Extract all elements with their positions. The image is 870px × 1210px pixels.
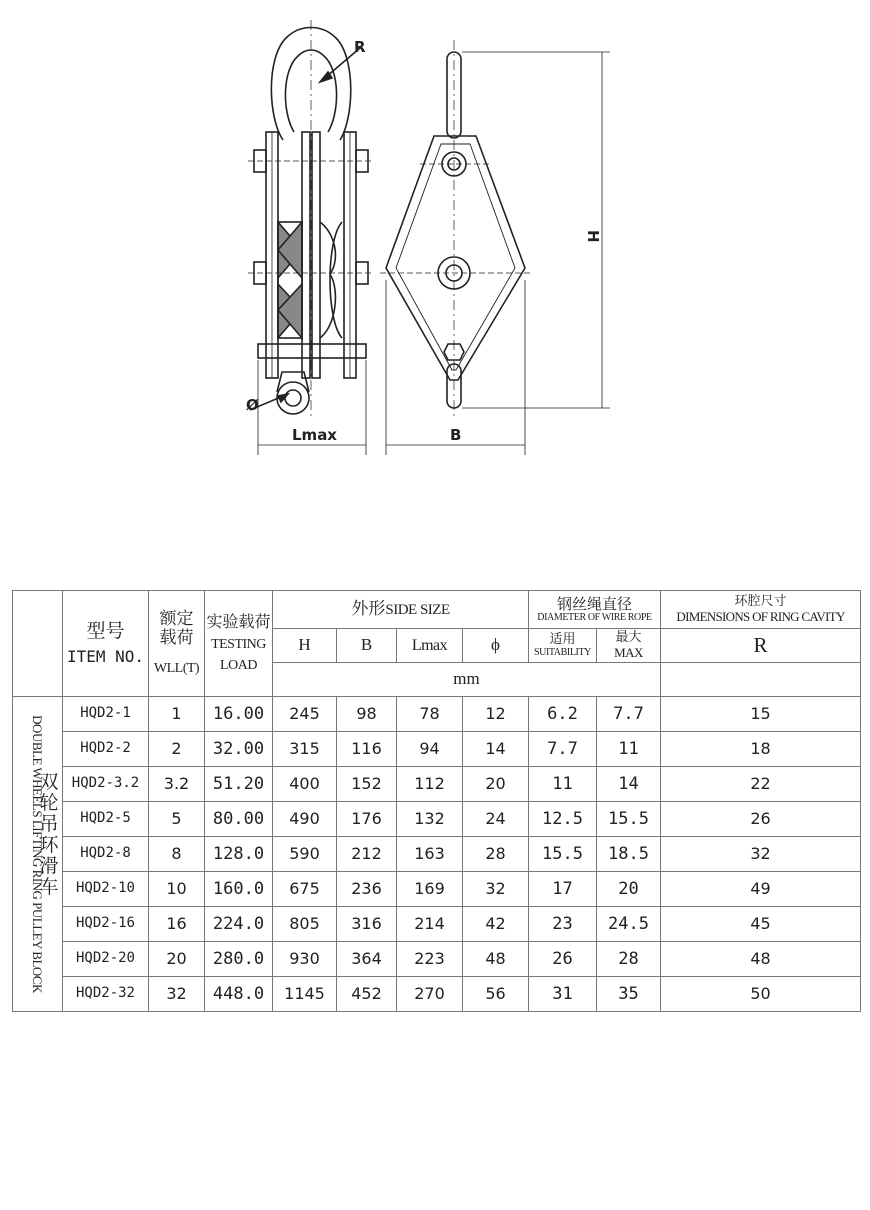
header-suit-cn: 适用	[549, 631, 576, 647]
cell-h: 490	[273, 802, 337, 837]
cell-test: 32.00	[205, 732, 273, 767]
pulley-technical-drawing	[0, 0, 870, 470]
spec-table-container	[12, 590, 860, 1012]
cell-r: 15	[661, 697, 861, 732]
table-row	[13, 942, 861, 977]
cell-test: 51.20	[205, 767, 273, 802]
header-row-1	[13, 591, 861, 629]
cell-lmax: 214	[397, 907, 463, 942]
cell-item: HQD2-3.2	[63, 767, 149, 802]
cell-lmax: 169	[397, 872, 463, 907]
cell-phi: 14	[463, 732, 529, 767]
header-max-cn: 最大	[615, 630, 642, 646]
cell-test: 448.0	[205, 977, 273, 1012]
cell-h: 590	[273, 837, 337, 872]
cell-lmax: 94	[397, 732, 463, 767]
cell-max: 15.5	[597, 802, 661, 837]
cell-phi: 28	[463, 837, 529, 872]
header-suitability	[529, 629, 597, 663]
table-row	[13, 767, 861, 802]
cell-test: 280.0	[205, 942, 273, 977]
cell-suit: 11	[529, 767, 597, 802]
cell-suit: 12.5	[529, 802, 597, 837]
dim-lmax-label: Lmax	[292, 426, 337, 444]
header-lmax: Lmax	[397, 629, 463, 663]
cell-lmax: 132	[397, 802, 463, 837]
cell-max: 35	[597, 977, 661, 1012]
cell-max: 24.5	[597, 907, 661, 942]
cell-wll: 32	[149, 977, 205, 1012]
header-ring-cn: 环腔尺寸	[734, 594, 787, 610]
header-side-size	[273, 591, 529, 629]
cell-wll: 8	[149, 837, 205, 872]
cell-item: HQD2-32	[63, 977, 149, 1012]
cell-r: 18	[661, 732, 861, 767]
cell-r: 45	[661, 907, 861, 942]
header-h: H	[273, 629, 337, 663]
header-ring-en: DIMENSIONS OF RING CAVITY	[676, 608, 845, 624]
header-size-cn: 外形	[351, 599, 386, 620]
spec-table	[12, 590, 861, 1012]
cell-max: 11	[597, 732, 661, 767]
header-rope-cn: 钢丝绳直径	[557, 594, 633, 613]
cell-phi: 20	[463, 767, 529, 802]
cell-r: 49	[661, 872, 861, 907]
cell-max: 14	[597, 767, 661, 802]
header-item-en: ITEM NO.	[66, 647, 145, 667]
cell-h: 930	[273, 942, 337, 977]
cell-r: 50	[661, 977, 861, 1012]
cell-suit: 26	[529, 942, 597, 977]
dim-r-label: R	[354, 38, 366, 56]
cell-phi: 42	[463, 907, 529, 942]
header-suit-en: SUITABILITY	[533, 647, 591, 659]
cell-lmax: 163	[397, 837, 463, 872]
cell-item: HQD2-1	[63, 697, 149, 732]
cell-lmax: 270	[397, 977, 463, 1012]
cell-max: 18.5	[597, 837, 661, 872]
dim-h-label: H	[584, 230, 602, 243]
cell-item: HQD2-5	[63, 802, 149, 837]
header-rope-en: DIAMETER OF WIRE ROPE	[537, 612, 652, 624]
cell-item: HQD2-8	[63, 837, 149, 872]
cell-max: 20	[597, 872, 661, 907]
cell-b: 364	[337, 942, 397, 977]
pulley-drawing-svg	[0, 0, 870, 470]
table-row	[13, 907, 861, 942]
table-row	[13, 837, 861, 872]
cell-lmax: 78	[397, 697, 463, 732]
table-row	[13, 732, 861, 767]
cell-suit: 6.2	[529, 697, 597, 732]
header-r: R	[661, 629, 861, 663]
table-row	[13, 697, 861, 732]
side-view	[380, 40, 610, 455]
header-test-cn: 实验载荷	[206, 612, 271, 632]
cell-r: 22	[661, 767, 861, 802]
cell-b: 212	[337, 837, 397, 872]
header-max	[597, 629, 661, 663]
header-size-en: SIDE SIZE	[385, 602, 450, 619]
table-row	[13, 872, 861, 907]
header-test	[205, 591, 273, 697]
cell-b: 116	[337, 732, 397, 767]
cell-b: 98	[337, 697, 397, 732]
cell-h: 400	[273, 767, 337, 802]
cell-wll: 16	[149, 907, 205, 942]
cell-h: 1145	[273, 977, 337, 1012]
cell-b: 152	[337, 767, 397, 802]
header-wll-cn-1: 额定	[159, 609, 194, 630]
cell-h: 315	[273, 732, 337, 767]
header-wll	[149, 591, 205, 697]
cell-test: 128.0	[205, 837, 273, 872]
table-row	[13, 802, 861, 837]
cell-item: HQD2-2	[63, 732, 149, 767]
cell-r: 48	[661, 942, 861, 977]
corner-cell	[13, 591, 63, 697]
header-wll-cn-2: 载荷	[159, 627, 194, 648]
cell-b: 316	[337, 907, 397, 942]
cell-suit: 17	[529, 872, 597, 907]
cell-max: 28	[597, 942, 661, 977]
cell-wll: 10	[149, 872, 205, 907]
cell-item: HQD2-10	[63, 872, 149, 907]
cell-b: 452	[337, 977, 397, 1012]
cell-h: 675	[273, 872, 337, 907]
cell-phi: 12	[463, 697, 529, 732]
cell-lmax: 223	[397, 942, 463, 977]
side-title-en: DOUBLE WHEELS LIFTING RING PULLEY BLOCK	[30, 715, 45, 993]
cell-item: HQD2-16	[63, 907, 149, 942]
cell-item: HQD2-20	[63, 942, 149, 977]
cell-suit: 7.7	[529, 732, 597, 767]
cell-r: 26	[661, 802, 861, 837]
cell-wll: 20	[149, 942, 205, 977]
cell-wll: 5	[149, 802, 205, 837]
header-phi: ϕ	[463, 629, 529, 663]
front-view	[248, 20, 374, 455]
header-unit: mm	[273, 663, 661, 697]
table-row	[13, 977, 861, 1012]
header-test-en-2: LOAD	[220, 658, 257, 674]
header-test-en-1: TESTING	[211, 636, 266, 652]
cell-max: 7.7	[597, 697, 661, 732]
cell-h: 805	[273, 907, 337, 942]
side-title-block	[12, 696, 62, 1012]
cell-b: 236	[337, 872, 397, 907]
header-item	[63, 591, 149, 697]
cell-suit: 23	[529, 907, 597, 942]
cell-test: 224.0	[205, 907, 273, 942]
dim-phi-label: Ø	[246, 396, 259, 414]
cell-h: 245	[273, 697, 337, 732]
header-b: B	[337, 629, 397, 663]
header-rope	[529, 591, 661, 629]
cell-wll: 1	[149, 697, 205, 732]
header-wll-en: WLL(T)	[153, 661, 200, 677]
header-unit-empty	[661, 663, 861, 697]
cell-test: 16.00	[205, 697, 273, 732]
cell-phi: 32	[463, 872, 529, 907]
cell-phi: 48	[463, 942, 529, 977]
header-item-cn: 型号	[86, 620, 125, 643]
cell-test: 80.00	[205, 802, 273, 837]
cell-suit: 15.5	[529, 837, 597, 872]
cell-wll: 3.2	[149, 767, 205, 802]
header-ring	[661, 591, 861, 629]
cell-b: 176	[337, 802, 397, 837]
cell-phi: 24	[463, 802, 529, 837]
dim-b-label: B	[450, 426, 462, 444]
cell-suit: 31	[529, 977, 597, 1012]
cell-r: 32	[661, 837, 861, 872]
cell-test: 160.0	[205, 872, 273, 907]
side-title-cn: 双轮吊环滑车	[39, 771, 59, 898]
cell-phi: 56	[463, 977, 529, 1012]
cell-wll: 2	[149, 732, 205, 767]
header-max-en: MAX	[614, 644, 643, 660]
cell-lmax: 112	[397, 767, 463, 802]
